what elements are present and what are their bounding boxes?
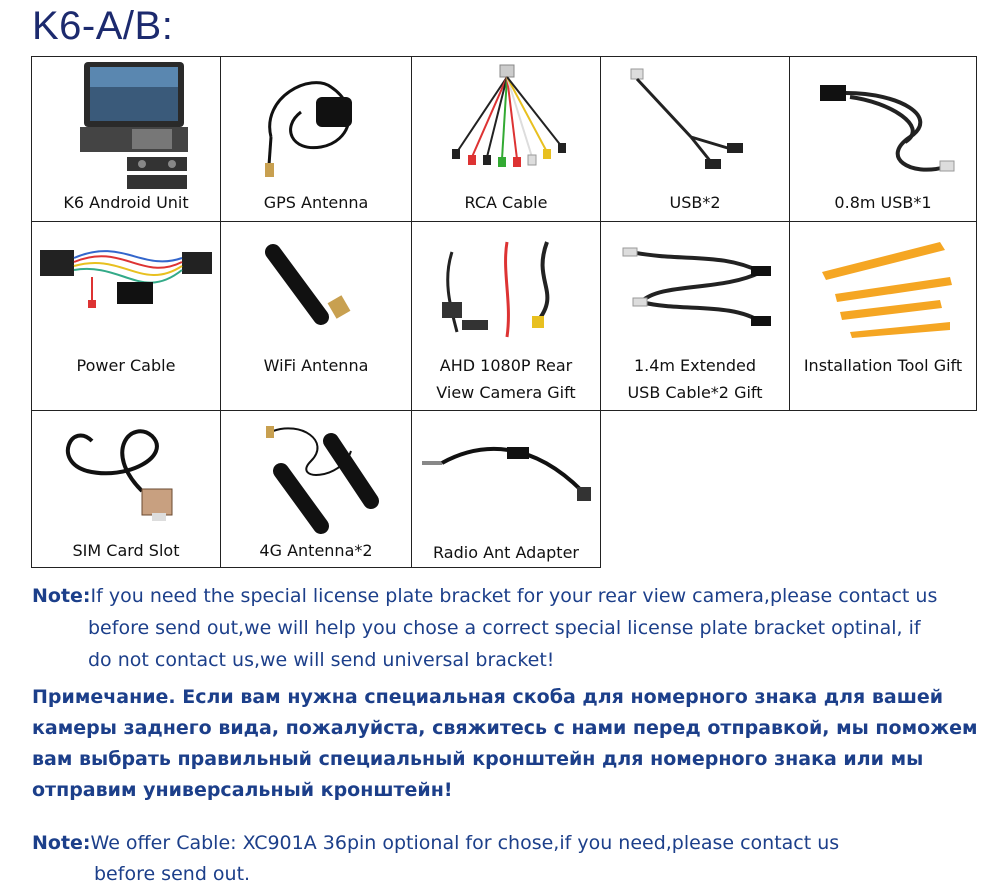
pry-tool-icon	[790, 222, 976, 352]
item-rear-camera	[411, 221, 601, 411]
item-install-tool	[789, 221, 977, 411]
item-android-unit	[31, 56, 221, 222]
note-text: before send out,we will help you chose a correct special license plate bracket optinal, if	[88, 617, 921, 639]
item-label: Radio Ant Adapter	[433, 543, 579, 562]
item-label: WiFi Antenna	[263, 356, 369, 375]
note-cable	[32, 828, 982, 890]
power-cable-icon	[32, 222, 220, 352]
item-label: Installation Tool Gift	[803, 356, 963, 375]
item-gps-antenna	[220, 56, 412, 222]
item-wifi-antenna	[220, 221, 412, 411]
radio-adapter-icon	[412, 411, 600, 536]
note-text: камеры заднего вида, пожалуйста, свяжитесь с нами перед отправкой, мы поможем	[32, 717, 978, 739]
item-label	[601, 352, 789, 406]
note-label: Note:	[32, 585, 91, 607]
usb-cable-icon	[601, 57, 789, 197]
item-label-line: USB Cable*2 Gift	[627, 383, 763, 402]
note-russian	[32, 682, 982, 806]
item-radio-adapter	[411, 410, 601, 568]
item-label-line: AHD 1080P Rear	[439, 356, 573, 375]
note-english	[32, 580, 982, 676]
note-text: вам выбрать правильный специальный кронштейн для номерного знака или мы	[32, 748, 924, 770]
item-power-cable	[31, 221, 221, 411]
note-text: before send out.	[94, 863, 251, 885]
item-label: RCA Cable	[464, 193, 548, 212]
4g-antenna-icon	[221, 411, 411, 536]
item-rca-cable	[411, 56, 601, 222]
usb-extension-icon	[601, 222, 789, 352]
item-label: 0.8m USB*1	[834, 193, 932, 212]
item-label: GPS Antenna	[263, 193, 369, 212]
wifi-antenna-icon	[221, 222, 411, 352]
item-usb-08m	[789, 56, 977, 222]
gps-antenna-icon	[221, 57, 411, 197]
item-usb-2	[600, 56, 790, 222]
camera-icon	[412, 222, 600, 352]
item-usb-extension	[600, 221, 790, 411]
sim-slot-icon	[32, 411, 220, 536]
item-label: K6 Android Unit	[63, 193, 189, 212]
notes-section	[32, 580, 982, 890]
android-unit-icon	[32, 57, 220, 197]
rca-cable-icon	[412, 57, 600, 197]
usb-cable-icon	[790, 57, 976, 197]
item-label	[412, 352, 600, 406]
note-text: do not contact us,we will send universal bracket!	[88, 649, 555, 671]
item-sim-slot	[31, 410, 221, 568]
note-text: отправим универсальный кронштейн!	[32, 779, 453, 801]
item-label: USB*2	[669, 193, 721, 212]
item-label: 4G Antenna*2	[259, 541, 373, 560]
item-label: SIM Card Slot	[72, 541, 180, 560]
note-text: If you need the special license plate bracket for your rear view camera,please contact us	[90, 585, 938, 607]
page-title: K6-A/B:	[32, 4, 174, 48]
item-4g-antenna	[220, 410, 412, 568]
item-label-line: View Camera Gift	[436, 383, 576, 402]
accessory-grid	[31, 56, 977, 568]
item-label: Power Cable	[76, 356, 176, 375]
note-text: We offer Cable: XC901A 36pin optional for chose,if you need,please contact us	[90, 832, 840, 854]
note-text: Примечание. Если вам нужна специальная скоба для номерного знака для вашей	[32, 686, 944, 708]
note-label: Note:	[32, 832, 91, 854]
item-label-line: 1.4m Extended	[633, 356, 757, 375]
